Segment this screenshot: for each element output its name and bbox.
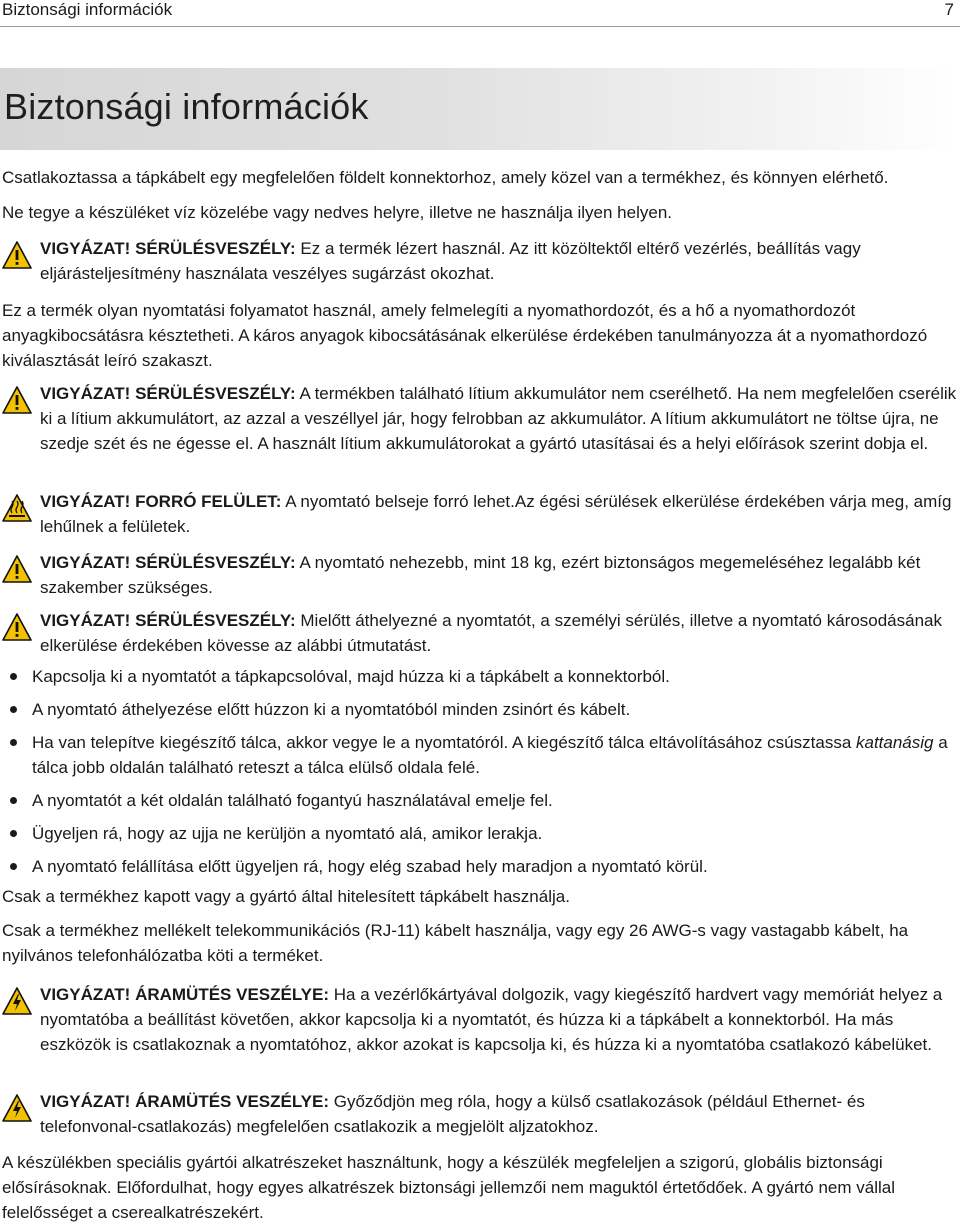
warning-body: A termékben található lítium akkumulátor nem cserélhető. Ha nem megfelelően cserélik ki a lítium akkumulátort, az azzal a veszéllyel jár, hogy felrobban az akkumulátor. A lítium akkumulátort ne töltse újra, ne szedje szét és ne égesse el. A használt lítium akkumulátorokat a gyártó utasításai és a helyi előírások szerint dobja el. <box>40 384 957 453</box>
paragraph-media-emissions: Ez a termék olyan nyomtatási folyamatot használ, amely felmelegíti a nyomathordozót, és a hő a nyomathordozót anyagkibocsátásra késztetheti. A káros anyagok kibocsátásának elkerülése érdekében tanulmányozza át a nyomathordozó kiválasztását leíró szakaszt. <box>2 301 928 370</box>
bullet-icon <box>10 673 17 680</box>
moving-steps-list <box>0 664 956 887</box>
warning-body: A nyomtató belseje forró lehet.Az égési sérülések elkerülése érdekében várja meg, amíg lehűlnek a felületek. <box>40 492 952 536</box>
warning-hot-surface <box>2 489 958 541</box>
running-head <box>0 0 960 27</box>
list-item: Ügyeljen rá, hogy az ujja ne kerüljön a nyomtató alá, amikor lerakja. <box>0 821 956 846</box>
list-item: Ha van telepítve kiegészítő tálca, akkor vegye le a nyomtatóról. A kiegészítő tálca eltávolításához csúsztassa kattanásig a tálca jobb oldalán található reteszt a tálca elülső oldala felé. <box>0 730 956 780</box>
warning-laser <box>2 236 958 288</box>
warning-label: VIGYÁZAT! SÉRÜLÉSVESZÉLY: <box>40 553 296 572</box>
warning-shock-connections <box>2 1089 958 1141</box>
paragraph-spare-parts: A készülékben speciális gyártói alkatrészeket használtunk, hogy a készülék megfeleljen a szigorú, globális biztonsági elősírásoknak. Előfordulhat, hogy egyes alkatrészek biztonsági jellemzői nem maguktól értetődőek. A gyártó nem vállal felelősséget a cserealkatrészekért. <box>2 1153 895 1222</box>
hot-surface-icon <box>2 493 32 523</box>
warning-body: A nyomtató nehezebb, mint 18 kg, ezért biztonságos megemeléséhez legalább két szakember szükséges. <box>40 553 921 597</box>
paragraph-telecom-cord: Csak a termékhez mellékelt telekommunikációs (RJ-11) kábelt használja, vagy egy 26 AWG-s vagy vastagabb kábelt, ha nyilvános telefonhálózatba köti a terméket. <box>2 921 909 965</box>
warning-label: VIGYÁZAT! FORRÓ FELÜLET: <box>40 492 282 511</box>
warning-label: VIGYÁZAT! SÉRÜLÉSVESZÉLY: <box>40 239 296 258</box>
warning-shock-hardware <box>2 982 958 1082</box>
warning-body: Ez a termék lézert használ. Az itt közöltektől eltérő vezérlés, beállítás vagy eljárásteljesítmény használata veszélyes sugárzást okozhat. <box>40 239 861 283</box>
warning-triangle-icon <box>2 240 32 270</box>
running-head-title: Biztonsági információk <box>2 0 173 19</box>
intro-paragraph-2: Ne tegye a készüléket víz közelébe vagy nedves helyre, illetve ne használja ilyen helyen. <box>2 203 672 222</box>
list-item: Kapcsolja ki a nyomtatót a tápkapcsolóval, majd húzza ki a tápkábelt a konnektorból. <box>0 664 956 689</box>
emphasis-text: kattanásig <box>856 733 934 752</box>
warning-triangle-icon <box>2 385 32 415</box>
warning-triangle-icon <box>2 612 32 642</box>
warning-moving <box>2 608 958 660</box>
list-item: A nyomtatót a két oldalán található fogantyú használatával emelje fel. <box>0 788 956 813</box>
list-item: A nyomtató áthelyezése előtt húzzon ki a nyomtatóból minden zsinórt és kábelt. <box>0 697 956 722</box>
warning-heavy <box>2 550 958 602</box>
warning-label: VIGYÁZAT! SÉRÜLÉSVESZÉLY: <box>40 384 296 403</box>
bullet-icon <box>10 797 17 804</box>
warning-lithium-battery <box>2 381 958 481</box>
warning-body: Győződjön meg róla, hogy a külső csatlakozások (például Ethernet- és telefonvonal-csatlakozás) megfelelően csatlakozik a megjelölt aljzatokhoz. <box>40 1092 865 1136</box>
bullet-icon <box>10 739 17 746</box>
warning-triangle-icon <box>2 554 32 584</box>
title-band <box>0 68 958 150</box>
warning-body: Mielőtt áthelyezné a nyomtatót, a személyi sérülés, illetve a nyomtató károsodásának elkerülése érdekében kövesse az alábbi útmutatást. <box>40 611 942 655</box>
warning-body: Ha a vezérlőkártyával dolgozik, vagy kiegészítő hardvert vagy memóriát helyez a nyomtatóba a beállítást követően, akkor kapcsolja ki a nyomtatót, és húzza ki a tápkábelt a konnektorból. Ha más eszközök is csatlakoznak a nyomtatóhoz, akkor azokat is kapcsolja ki, és húzza ki a nyomtatóba csatlakozó kábelüket. <box>40 985 943 1054</box>
warning-label: VIGYÁZAT! ÁRAMÜTÉS VESZÉLYE: <box>40 1092 330 1111</box>
warning-label: VIGYÁZAT! ÁRAMÜTÉS VESZÉLYE: <box>40 985 330 1004</box>
bullet-icon <box>10 706 17 713</box>
electric-shock-icon <box>2 986 32 1016</box>
page-title: Biztonsági információk <box>4 86 369 127</box>
electric-shock-icon <box>2 1093 32 1123</box>
page-number: 7 <box>944 0 954 19</box>
bullet-icon <box>10 863 17 870</box>
warning-label: VIGYÁZAT! SÉRÜLÉSVESZÉLY: <box>40 611 296 630</box>
intro-paragraph-1: Csatlakoztassa a tápkábelt egy megfelelően földelt konnektorhoz, amely közel van a termékhez, és könnyen elérhető. <box>2 168 889 187</box>
bullet-icon <box>10 830 17 837</box>
paragraph-power-cord: Csak a termékhez kapott vagy a gyártó által hitelesített tápkábelt használja. <box>2 887 570 906</box>
list-item: A nyomtató felállítása előtt ügyeljen rá, hogy elég szabad hely maradjon a nyomtató körül. <box>0 854 956 879</box>
